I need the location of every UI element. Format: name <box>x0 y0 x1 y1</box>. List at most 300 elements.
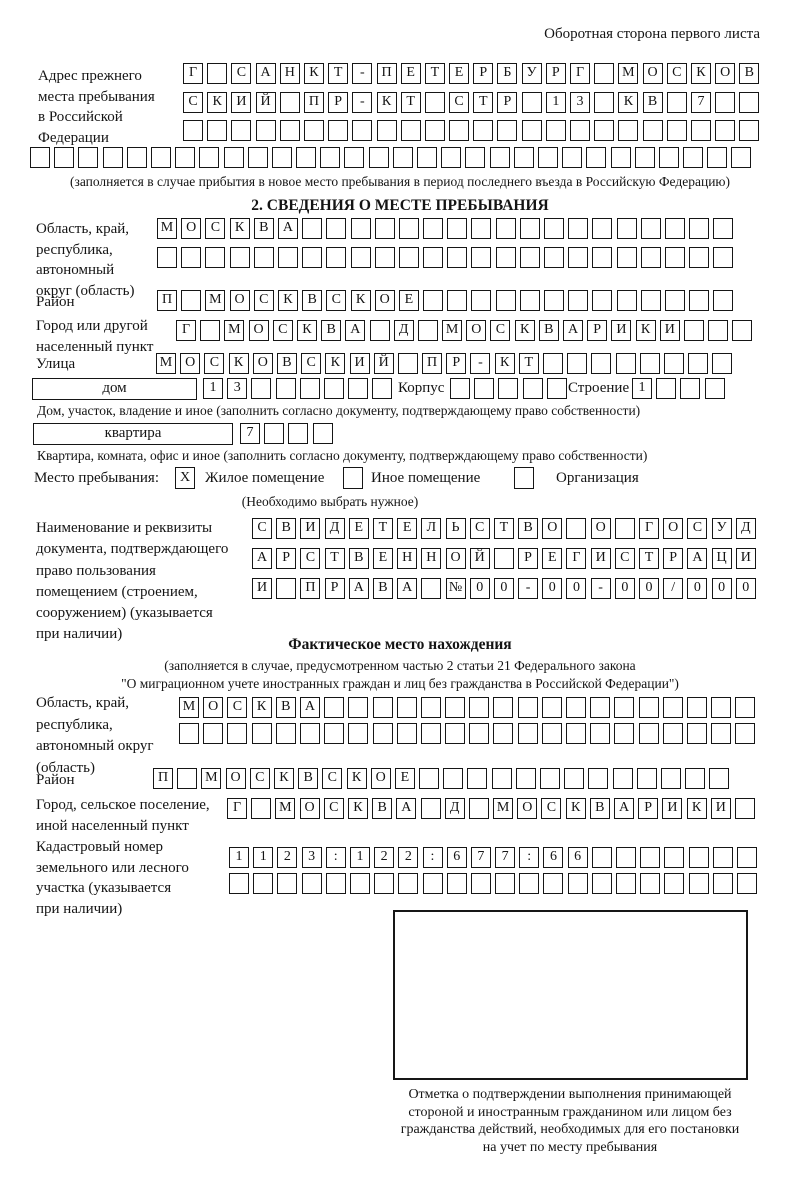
korpus-cells[interactable] <box>450 378 567 399</box>
stay-type-checkbox-other[interactable] <box>343 467 363 489</box>
char-cell[interactable] <box>520 218 540 239</box>
char-cell[interactable]: В <box>739 63 759 84</box>
char-cell[interactable] <box>711 697 731 718</box>
char-cell[interactable]: Р <box>325 578 345 599</box>
char-cell[interactable]: Н <box>280 63 300 84</box>
char-cell[interactable] <box>684 320 704 341</box>
char-cell[interactable] <box>324 723 344 744</box>
char-cell[interactable] <box>495 873 515 894</box>
char-cell[interactable] <box>664 847 684 868</box>
char-cell[interactable] <box>713 290 733 311</box>
char-cell[interactable] <box>516 768 536 789</box>
char-cell[interactable] <box>445 697 465 718</box>
char-cell[interactable]: К <box>230 218 250 239</box>
char-cell[interactable]: 1 <box>632 378 652 399</box>
char-cell[interactable]: В <box>276 518 296 539</box>
char-cell[interactable]: М <box>205 290 225 311</box>
char-cell[interactable] <box>278 247 298 268</box>
char-cell[interactable]: : <box>423 847 443 868</box>
char-cell[interactable] <box>471 218 491 239</box>
char-cell[interactable] <box>544 218 564 239</box>
document-row-2[interactable] <box>252 548 756 569</box>
char-cell[interactable]: О <box>300 798 320 819</box>
char-cell[interactable] <box>683 147 703 168</box>
char-cell[interactable]: К <box>304 63 324 84</box>
char-cell[interactable]: 0 <box>712 578 732 599</box>
char-cell[interactable]: И <box>231 92 251 113</box>
char-cell[interactable]: Р <box>638 798 658 819</box>
char-cell[interactable]: П <box>422 353 442 374</box>
char-cell[interactable] <box>230 247 250 268</box>
char-cell[interactable]: С <box>273 320 293 341</box>
char-cell[interactable] <box>469 723 489 744</box>
char-cell[interactable]: 6 <box>447 847 467 868</box>
char-cell[interactable]: : <box>326 847 346 868</box>
char-cell[interactable]: С <box>490 320 510 341</box>
char-cell[interactable] <box>520 290 540 311</box>
house-number-cells[interactable] <box>203 378 392 399</box>
char-cell[interactable] <box>643 120 663 141</box>
char-cell[interactable]: И <box>611 320 631 341</box>
char-cell[interactable] <box>705 378 725 399</box>
char-cell[interactable] <box>443 768 463 789</box>
char-cell[interactable]: 0 <box>736 578 756 599</box>
char-cell[interactable] <box>640 353 660 374</box>
char-cell[interactable]: 1 <box>546 92 566 113</box>
char-cell[interactable]: 0 <box>542 578 562 599</box>
char-cell[interactable] <box>618 120 638 141</box>
char-cell[interactable]: 2 <box>277 847 297 868</box>
char-cell[interactable] <box>425 92 445 113</box>
char-cell[interactable] <box>514 147 534 168</box>
char-cell[interactable]: Т <box>401 92 421 113</box>
char-cell[interactable]: 7 <box>495 847 515 868</box>
char-cell[interactable] <box>538 147 558 168</box>
char-cell[interactable] <box>326 218 346 239</box>
char-cell[interactable] <box>617 290 637 311</box>
char-cell[interactable]: И <box>662 798 682 819</box>
char-cell[interactable]: П <box>157 290 177 311</box>
char-cell[interactable] <box>302 247 322 268</box>
char-cell[interactable] <box>447 218 467 239</box>
stay-type-checkbox-organization[interactable] <box>514 467 534 489</box>
prev-address-row-3[interactable] <box>183 120 759 141</box>
char-cell[interactable] <box>276 723 296 744</box>
apartment-cells[interactable] <box>240 423 333 444</box>
char-cell[interactable] <box>375 247 395 268</box>
char-cell[interactable] <box>421 697 441 718</box>
char-cell[interactable]: К <box>252 697 272 718</box>
char-cell[interactable] <box>689 247 709 268</box>
char-cell[interactable] <box>715 120 735 141</box>
char-cell[interactable] <box>207 63 227 84</box>
char-cell[interactable] <box>519 873 539 894</box>
char-cell[interactable]: - <box>591 578 611 599</box>
char-cell[interactable] <box>713 218 733 239</box>
char-cell[interactable] <box>251 798 271 819</box>
char-cell[interactable] <box>543 873 563 894</box>
char-cell[interactable] <box>568 290 588 311</box>
char-cell[interactable]: 3 <box>570 92 590 113</box>
char-cell[interactable]: М <box>442 320 462 341</box>
char-cell[interactable]: А <box>349 578 369 599</box>
char-cell[interactable]: 0 <box>687 578 707 599</box>
char-cell[interactable] <box>667 120 687 141</box>
char-cell[interactable] <box>663 697 683 718</box>
char-cell[interactable]: Т <box>519 353 539 374</box>
char-cell[interactable]: О <box>466 320 486 341</box>
district-row[interactable] <box>157 290 733 311</box>
char-cell[interactable]: 1 <box>253 847 273 868</box>
char-cell[interactable] <box>685 768 705 789</box>
char-cell[interactable] <box>450 378 470 399</box>
char-cell[interactable]: В <box>643 92 663 113</box>
char-cell[interactable] <box>344 147 364 168</box>
char-cell[interactable]: К <box>207 92 227 113</box>
char-cell[interactable]: Г <box>566 548 586 569</box>
char-cell[interactable]: А <box>252 548 272 569</box>
char-cell[interactable] <box>205 247 225 268</box>
char-cell[interactable] <box>474 378 494 399</box>
char-cell[interactable] <box>688 353 708 374</box>
char-cell[interactable]: С <box>326 290 346 311</box>
char-cell[interactable] <box>469 697 489 718</box>
char-cell[interactable] <box>542 697 562 718</box>
char-cell[interactable]: И <box>711 798 731 819</box>
char-cell[interactable] <box>732 320 752 341</box>
fact-region-row-2[interactable] <box>179 723 755 744</box>
char-cell[interactable] <box>313 423 333 444</box>
char-cell[interactable] <box>617 218 637 239</box>
char-cell[interactable]: 0 <box>639 578 659 599</box>
char-cell[interactable]: 3 <box>302 847 322 868</box>
char-cell[interactable] <box>586 147 606 168</box>
char-cell[interactable] <box>640 847 660 868</box>
prev-address-row-1[interactable] <box>183 63 759 84</box>
char-cell[interactable]: И <box>252 578 272 599</box>
char-cell[interactable] <box>276 578 296 599</box>
char-cell[interactable] <box>324 378 344 399</box>
char-cell[interactable]: А <box>397 578 417 599</box>
char-cell[interactable]: Т <box>473 92 493 113</box>
char-cell[interactable] <box>637 768 657 789</box>
char-cell[interactable]: Ц <box>712 548 732 569</box>
char-cell[interactable] <box>127 147 147 168</box>
char-cell[interactable] <box>680 378 700 399</box>
char-cell[interactable] <box>54 147 74 168</box>
char-cell[interactable]: О <box>203 697 223 718</box>
char-cell[interactable] <box>713 247 733 268</box>
char-cell[interactable]: Р <box>546 63 566 84</box>
char-cell[interactable]: У <box>712 518 732 539</box>
char-cell[interactable] <box>302 873 322 894</box>
char-cell[interactable] <box>373 723 393 744</box>
char-cell[interactable] <box>276 378 296 399</box>
char-cell[interactable]: О <box>663 518 683 539</box>
char-cell[interactable] <box>179 723 199 744</box>
char-cell[interactable] <box>374 873 394 894</box>
char-cell[interactable] <box>707 147 727 168</box>
char-cell[interactable]: И <box>300 518 320 539</box>
char-cell[interactable] <box>449 120 469 141</box>
char-cell[interactable]: № <box>446 578 466 599</box>
char-cell[interactable] <box>708 320 728 341</box>
char-cell[interactable] <box>471 247 491 268</box>
char-cell[interactable] <box>351 218 371 239</box>
char-cell[interactable] <box>157 247 177 268</box>
char-cell[interactable]: Л <box>421 518 441 539</box>
char-cell[interactable] <box>715 92 735 113</box>
char-cell[interactable]: О <box>253 353 273 374</box>
char-cell[interactable]: В <box>590 798 610 819</box>
char-cell[interactable]: К <box>691 63 711 84</box>
char-cell[interactable]: А <box>345 320 365 341</box>
char-cell[interactable]: А <box>256 63 276 84</box>
char-cell[interactable]: М <box>618 63 638 84</box>
char-cell[interactable] <box>592 873 612 894</box>
char-cell[interactable] <box>615 518 635 539</box>
char-cell[interactable]: С <box>183 92 203 113</box>
char-cell[interactable]: К <box>566 798 586 819</box>
char-cell[interactable]: В <box>254 218 274 239</box>
char-cell[interactable] <box>737 873 757 894</box>
char-cell[interactable]: О <box>591 518 611 539</box>
char-cell[interactable]: С <box>231 63 251 84</box>
char-cell[interactable] <box>664 873 684 894</box>
char-cell[interactable] <box>326 873 346 894</box>
char-cell[interactable] <box>328 120 348 141</box>
char-cell[interactable] <box>229 873 249 894</box>
char-cell[interactable] <box>566 518 586 539</box>
char-cell[interactable]: 6 <box>568 847 588 868</box>
char-cell[interactable]: Д <box>445 798 465 819</box>
char-cell[interactable] <box>614 723 634 744</box>
char-cell[interactable] <box>544 247 564 268</box>
char-cell[interactable]: А <box>687 548 707 569</box>
char-cell[interactable] <box>616 873 636 894</box>
char-cell[interactable]: Т <box>373 518 393 539</box>
char-cell[interactable] <box>421 798 441 819</box>
char-cell[interactable]: Й <box>470 548 490 569</box>
char-cell[interactable] <box>570 120 590 141</box>
char-cell[interactable] <box>467 768 487 789</box>
char-cell[interactable]: С <box>322 768 342 789</box>
char-cell[interactable] <box>592 290 612 311</box>
char-cell[interactable]: С <box>205 218 225 239</box>
char-cell[interactable] <box>639 723 659 744</box>
char-cell[interactable] <box>547 378 567 399</box>
char-cell[interactable]: Р <box>518 548 538 569</box>
char-cell[interactable]: С <box>615 548 635 569</box>
char-cell[interactable]: Р <box>587 320 607 341</box>
char-cell[interactable]: О <box>446 548 466 569</box>
char-cell[interactable] <box>739 120 759 141</box>
char-cell[interactable] <box>641 247 661 268</box>
char-cell[interactable]: К <box>278 290 298 311</box>
char-cell[interactable] <box>497 120 517 141</box>
char-cell[interactable] <box>207 120 227 141</box>
char-cell[interactable]: М <box>201 768 221 789</box>
char-cell[interactable]: О <box>643 63 663 84</box>
char-cell[interactable]: П <box>377 63 397 84</box>
char-cell[interactable] <box>471 290 491 311</box>
char-cell[interactable] <box>496 218 516 239</box>
char-cell[interactable] <box>566 723 586 744</box>
char-cell[interactable]: 1 <box>203 378 223 399</box>
char-cell[interactable] <box>183 120 203 141</box>
char-cell[interactable]: В <box>539 320 559 341</box>
char-cell[interactable] <box>616 353 636 374</box>
char-cell[interactable]: С <box>687 518 707 539</box>
fact-region-row-1[interactable] <box>179 697 755 718</box>
char-cell[interactable] <box>518 697 538 718</box>
cadastre-row-1[interactable] <box>229 847 757 868</box>
fact-district-row[interactable] <box>153 768 729 789</box>
char-cell[interactable] <box>711 723 731 744</box>
char-cell[interactable]: П <box>304 92 324 113</box>
char-cell[interactable]: И <box>591 548 611 569</box>
char-cell[interactable]: С <box>449 92 469 113</box>
char-cell[interactable]: В <box>298 768 318 789</box>
char-cell[interactable]: М <box>179 697 199 718</box>
char-cell[interactable] <box>542 723 562 744</box>
char-cell[interactable]: Е <box>542 548 562 569</box>
char-cell[interactable]: О <box>715 63 735 84</box>
char-cell[interactable] <box>348 723 368 744</box>
char-cell[interactable] <box>373 697 393 718</box>
char-cell[interactable] <box>248 147 268 168</box>
char-cell[interactable]: К <box>687 798 707 819</box>
char-cell[interactable] <box>465 147 485 168</box>
char-cell[interactable] <box>540 768 560 789</box>
char-cell[interactable] <box>399 218 419 239</box>
char-cell[interactable] <box>691 120 711 141</box>
char-cell[interactable]: Г <box>570 63 590 84</box>
char-cell[interactable] <box>372 378 392 399</box>
char-cell[interactable] <box>667 92 687 113</box>
char-cell[interactable] <box>224 147 244 168</box>
char-cell[interactable]: А <box>614 798 634 819</box>
char-cell[interactable]: 1 <box>229 847 249 868</box>
char-cell[interactable] <box>253 873 273 894</box>
char-cell[interactable] <box>735 697 755 718</box>
char-cell[interactable] <box>611 147 631 168</box>
char-cell[interactable]: / <box>663 578 683 599</box>
char-cell[interactable] <box>641 290 661 311</box>
char-cell[interactable]: Г <box>183 63 203 84</box>
char-cell[interactable] <box>594 120 614 141</box>
char-cell[interactable]: Е <box>349 518 369 539</box>
char-cell[interactable]: А <box>563 320 583 341</box>
char-cell[interactable] <box>659 147 679 168</box>
char-cell[interactable] <box>320 147 340 168</box>
char-cell[interactable]: Т <box>639 548 659 569</box>
char-cell[interactable]: Н <box>421 548 441 569</box>
char-cell[interactable] <box>712 353 732 374</box>
char-cell[interactable] <box>254 247 274 268</box>
char-cell[interactable]: К <box>351 290 371 311</box>
char-cell[interactable]: О <box>181 218 201 239</box>
char-cell[interactable]: К <box>618 92 638 113</box>
char-cell[interactable]: Т <box>494 518 514 539</box>
char-cell[interactable] <box>200 320 220 341</box>
char-cell[interactable] <box>546 120 566 141</box>
char-cell[interactable] <box>739 92 759 113</box>
char-cell[interactable] <box>377 120 397 141</box>
char-cell[interactable] <box>447 873 467 894</box>
char-cell[interactable] <box>199 147 219 168</box>
char-cell[interactable]: С <box>300 548 320 569</box>
char-cell[interactable] <box>496 247 516 268</box>
region-row-1[interactable] <box>157 218 733 239</box>
char-cell[interactable]: Е <box>373 548 393 569</box>
char-cell[interactable] <box>494 548 514 569</box>
char-cell[interactable]: Б <box>497 63 517 84</box>
char-cell[interactable] <box>492 768 512 789</box>
document-row-3[interactable] <box>252 578 756 599</box>
char-cell[interactable]: В <box>373 578 393 599</box>
char-cell[interactable] <box>522 120 542 141</box>
char-cell[interactable]: : <box>519 847 539 868</box>
char-cell[interactable] <box>348 378 368 399</box>
stroenie-cells[interactable] <box>632 378 725 399</box>
char-cell[interactable] <box>471 873 491 894</box>
prev-address-row-2[interactable] <box>183 92 759 113</box>
char-cell[interactable] <box>300 378 320 399</box>
char-cell[interactable] <box>397 697 417 718</box>
char-cell[interactable]: В <box>276 697 296 718</box>
char-cell[interactable]: С <box>324 798 344 819</box>
char-cell[interactable]: С <box>470 518 490 539</box>
char-cell[interactable]: С <box>252 518 272 539</box>
char-cell[interactable]: О <box>371 768 391 789</box>
char-cell[interactable] <box>398 873 418 894</box>
char-cell[interactable]: И <box>736 548 756 569</box>
char-cell[interactable]: С <box>227 697 247 718</box>
char-cell[interactable] <box>522 92 542 113</box>
char-cell[interactable]: В <box>372 798 392 819</box>
char-cell[interactable] <box>687 697 707 718</box>
char-cell[interactable]: У <box>522 63 542 84</box>
char-cell[interactable]: Д <box>736 518 756 539</box>
char-cell[interactable]: В <box>302 290 322 311</box>
char-cell[interactable] <box>498 378 518 399</box>
char-cell[interactable] <box>103 147 123 168</box>
char-cell[interactable]: С <box>667 63 687 84</box>
char-cell[interactable]: 0 <box>470 578 490 599</box>
char-cell[interactable]: Д <box>325 518 345 539</box>
char-cell[interactable]: Ь <box>446 518 466 539</box>
char-cell[interactable] <box>731 147 751 168</box>
char-cell[interactable]: И <box>660 320 680 341</box>
char-cell[interactable] <box>256 120 276 141</box>
prev-address-row-4[interactable] <box>30 147 751 168</box>
char-cell[interactable]: Е <box>449 63 469 84</box>
char-cell[interactable] <box>543 353 563 374</box>
char-cell[interactable] <box>493 697 513 718</box>
char-cell[interactable] <box>419 768 439 789</box>
char-cell[interactable] <box>288 423 308 444</box>
char-cell[interactable]: О <box>542 518 562 539</box>
char-cell[interactable] <box>592 218 612 239</box>
char-cell[interactable]: М <box>275 798 295 819</box>
char-cell[interactable] <box>78 147 98 168</box>
char-cell[interactable] <box>251 378 271 399</box>
char-cell[interactable]: 6 <box>543 847 563 868</box>
char-cell[interactable] <box>592 847 612 868</box>
char-cell[interactable] <box>423 218 443 239</box>
char-cell[interactable]: - <box>518 578 538 599</box>
